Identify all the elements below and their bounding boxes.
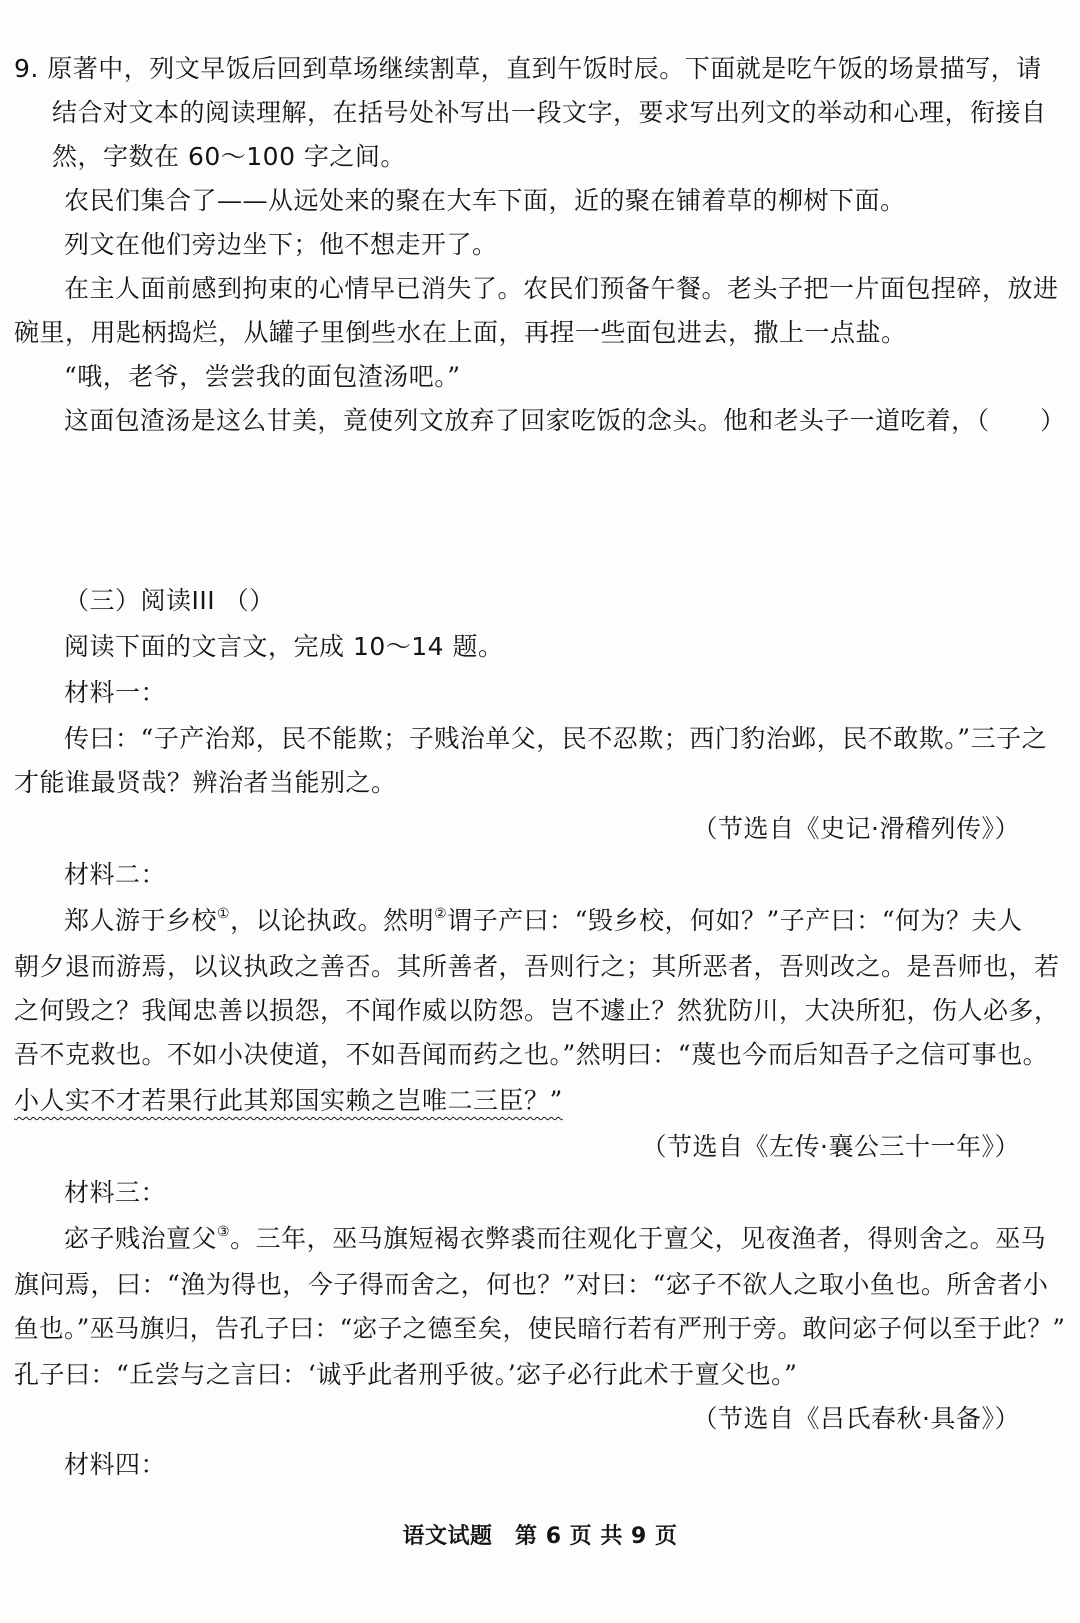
section-heading: （三）阅读III （） <box>64 586 275 615</box>
material-1-line-1: 传曰：“子产治郑，民不能欺；子贱治单父，民不忍欺；西门豹治邺，民不敢欺。”三子之 <box>64 724 1048 753</box>
material-1-title: 材料一： <box>64 678 167 707</box>
material-2-line-3: 之何毁之？我闻忠善以损怨，不闻作威以防怨。岂不遽止？然犹防川，大决所犯，伤人必多， <box>14 996 1060 1025</box>
q9-passage-line-1: 农民们集合了——从远处来的聚在大车下面，近的聚在铺着草的柳树下面。 <box>64 186 906 215</box>
page-footer: 语文试题 第 6 页 共 9 页 <box>402 1524 678 1549</box>
q9-passage-line-4: 碗里，用匙柄捣烂，从罐子里倒些水在上面，再捏一些面包进去，撒上一点盐。 <box>14 318 907 347</box>
material-3-title: 材料三： <box>64 1178 167 1207</box>
material-2-source: （节选自《左传·襄公三十一年》） <box>641 1132 1020 1161</box>
material-2-line-1-part-c: 谓子产曰：“毁乡校，何如？”子产曰：“何为？夫人 <box>447 906 1023 935</box>
material-2-line-1-part-b: ，以论执政。然明 <box>230 906 435 935</box>
material-2-line-4: 吾不克救也。不如小决使道，不如吾闻而药之也。”然明曰：“蔑也今而后知吾子之信可事也。 <box>14 1040 1049 1069</box>
footnote-marker-1: ① <box>217 905 231 922</box>
q9-passage-line-6: 这面包渣汤是这么甘美，竟使列文放弃了回家吃饭的念头。他和老头子一道吃着，（ ） <box>64 406 1066 435</box>
material-3-line-1-part-a: 宓子贱治亶父 <box>64 1224 218 1253</box>
q9-prompt-line-2: 结合对文本的阅读理解，在括号处补写出一段文字，要求写出列文的举动和心理，衔接自 <box>52 98 1047 127</box>
material-4-title: 材料四： <box>64 1450 167 1479</box>
footnote-marker-3: ③ <box>217 1223 231 1240</box>
material-3-line-2: 旗问焉，曰：“渔为得也，今子得而舍之，何也？”对曰：“宓子不欲人之取小鱼也。所舍者小 <box>14 1270 1049 1299</box>
q9-passage-line-5: “哦，老爷，尝尝我的面包渣汤吧。” <box>64 362 461 391</box>
material-2-line-1-part-a: 郑人游于乡校 <box>64 906 218 935</box>
material-2-title: 材料二： <box>64 860 167 889</box>
material-1-line-2: 才能谁最贤哉？辨治者当能别之。 <box>14 768 397 797</box>
q9-passage-line-2: 列文在他们旁边坐下；他不想走开了。 <box>64 230 498 259</box>
material-3-source: （节选自《吕氏春秋·具备》） <box>692 1404 1020 1433</box>
material-2-underlined-sentence: 小人实不才若果行此其郑国实赖之岂唯二三臣？” <box>14 1086 563 1115</box>
q9-prompt-line-3: 然，字数在 60～100 字之间。 <box>52 142 406 171</box>
footnote-marker-2: ② <box>434 905 448 922</box>
material-2-line-2: 朝夕退而游焉，以议执政之善否。其所善者，吾则行之；其所恶者，吾则改之。是吾师也，若 <box>14 952 1060 981</box>
material-1-source: （节选自《史记·滑稽列传》） <box>692 814 1020 843</box>
section-instruction: 阅读下面的文言文，完成 10～14 题。 <box>64 632 504 661</box>
material-3-line-1 <box>64 1222 1046 1256</box>
q9-passage-line-3: 在主人面前感到拘束的心情早已消失了。农民们预备午餐。老头子把一片面包捏碎，放进 <box>64 274 1059 303</box>
material-3-line-4: 孔子曰：“丘尝与之言曰：‘诚乎此者刑乎彼。’宓子必行此术于亶父也。” <box>14 1360 798 1389</box>
material-3-line-3: 鱼也。”巫马旗归，告孔子曰：“宓子之德至矣，使民暗行若有严刑于旁。敢问宓子何以至于此？” <box>14 1314 1066 1343</box>
material-3-line-1-part-b: 。三年，巫马旗短褐衣弊裘而往观化于亶父，见夜渔者，得则舍之。巫马 <box>230 1224 1047 1253</box>
material-2-line-1 <box>64 904 1023 938</box>
q9-prompt-line-1: 9. 原著中，列文早饭后回到草场继续割草，直到午饭时辰。下面就是吃午饭的场景描写，请 <box>14 54 1042 83</box>
